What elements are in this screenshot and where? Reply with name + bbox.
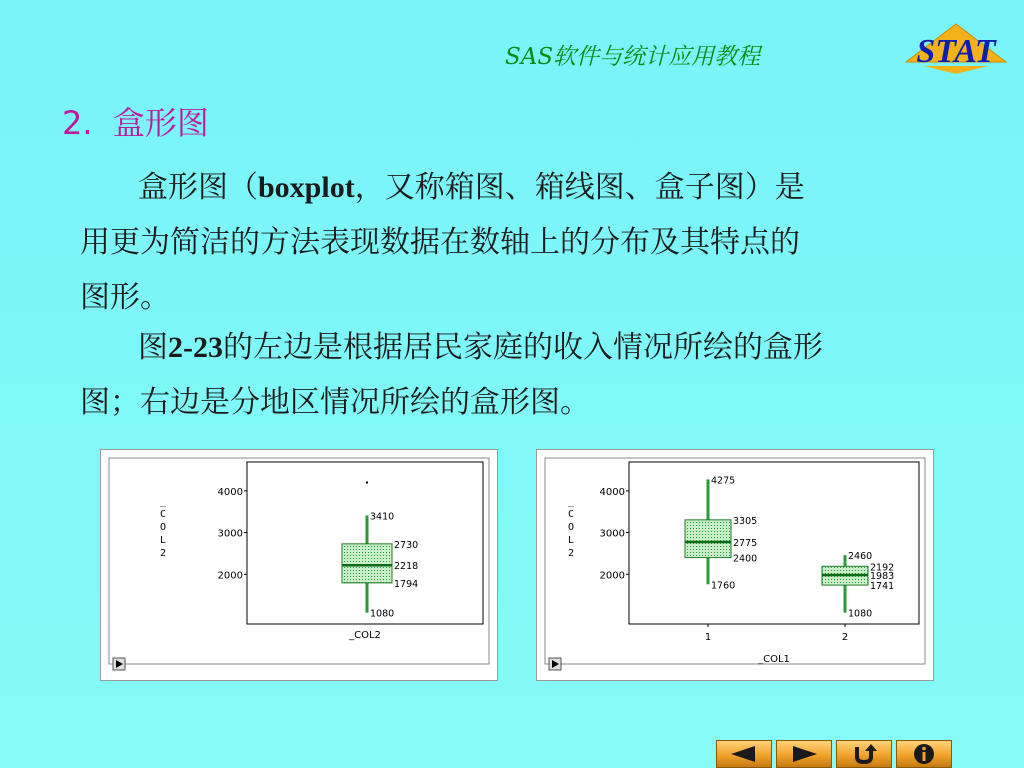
value-label: 2218 [394, 561, 419, 573]
y-axis-label-char: C [159, 509, 167, 520]
section-title: 盒形图 [112, 104, 209, 142]
next-button[interactable] [776, 740, 832, 768]
value-label: 1080 [848, 608, 873, 620]
value-label: 3305 [733, 515, 758, 527]
right-boxplot-panel [536, 449, 934, 681]
return-button[interactable] [836, 740, 892, 768]
section-heading [62, 98, 209, 144]
para2-line2: 图；右边是分地区情况所绘的盒形图。 [80, 385, 590, 420]
value-label: 2192 [870, 562, 895, 574]
prev-button[interactable] [716, 740, 772, 768]
return-icon [849, 743, 879, 765]
outlier-point [366, 482, 368, 484]
y-tick-label: 3000 [599, 528, 625, 540]
right-boxplot-chart [537, 450, 933, 680]
y-axis-label-char: L [159, 535, 167, 546]
figure-number: 2-23 [168, 331, 223, 364]
y-axis-label-char: 2 [567, 548, 575, 559]
stat-logo [904, 22, 1008, 76]
scroll-arrow-button[interactable] [113, 658, 125, 670]
y-tick-label: 2000 [217, 570, 243, 582]
value-label: 1080 [370, 608, 395, 620]
para1-line3: 图形。 [80, 280, 170, 315]
y-tick-label: 4000 [599, 486, 625, 498]
box-iqr [685, 520, 731, 558]
value-label: 2775 [733, 537, 758, 549]
value-label: 1741 [870, 581, 895, 593]
section-number: 2. [62, 104, 93, 142]
box-iqr [342, 544, 392, 583]
value-label: 4275 [711, 475, 736, 487]
y-tick-label: 3000 [217, 528, 243, 540]
info-icon [912, 742, 936, 766]
x-axis-label: _COL2 [349, 630, 381, 641]
term-boxplot: boxplot [258, 171, 355, 204]
scroll-arrow-button[interactable] [549, 658, 561, 670]
y-axis-label-char: O [159, 522, 167, 533]
y-tick-label: 2000 [599, 570, 625, 582]
y-axis-label-char: O [567, 522, 575, 533]
value-label: 1760 [711, 580, 736, 592]
course-title: SAS软件与统计应用教程 [505, 44, 761, 70]
value-label: 2400 [733, 553, 758, 565]
right-arrow-icon [789, 745, 819, 763]
y-tick-label: 4000 [217, 486, 243, 498]
left-arrow-icon [729, 745, 759, 763]
x-tick-label: 1 [704, 632, 712, 643]
value-label: 2730 [394, 539, 419, 551]
para1-line2: 用更为简洁的方法表现数据在数轴上的分布及其特点的 [80, 225, 800, 260]
value-label: 3410 [370, 511, 395, 523]
y-axis-label-char: 2 [159, 548, 167, 559]
left-boxplot-chart [101, 450, 497, 680]
info-button[interactable] [896, 740, 952, 768]
y-axis-label-char: _ [159, 496, 167, 507]
paragraph-2 [80, 320, 980, 430]
value-label: 1794 [394, 578, 419, 590]
value-label: 2460 [848, 551, 873, 563]
para2-line1: 图2-23的左边是根据居民家庭的收入情况所绘的盒形 [138, 330, 823, 365]
y-axis-label-char: C [567, 509, 575, 520]
y-axis-label-char: L [567, 535, 575, 546]
paragraph-1 [80, 160, 980, 325]
x-tick-label: 2 [841, 632, 849, 643]
x-axis-label: _COL1 [758, 654, 790, 665]
para1-line1: 盒形图（boxplot，又称箱图、箱线图、盒子图）是 [138, 170, 805, 205]
logo-text: STAT [916, 33, 996, 70]
y-axis-label-char: _ [567, 496, 575, 507]
value-label: 1983 [870, 570, 895, 582]
left-boxplot-panel [100, 449, 498, 681]
